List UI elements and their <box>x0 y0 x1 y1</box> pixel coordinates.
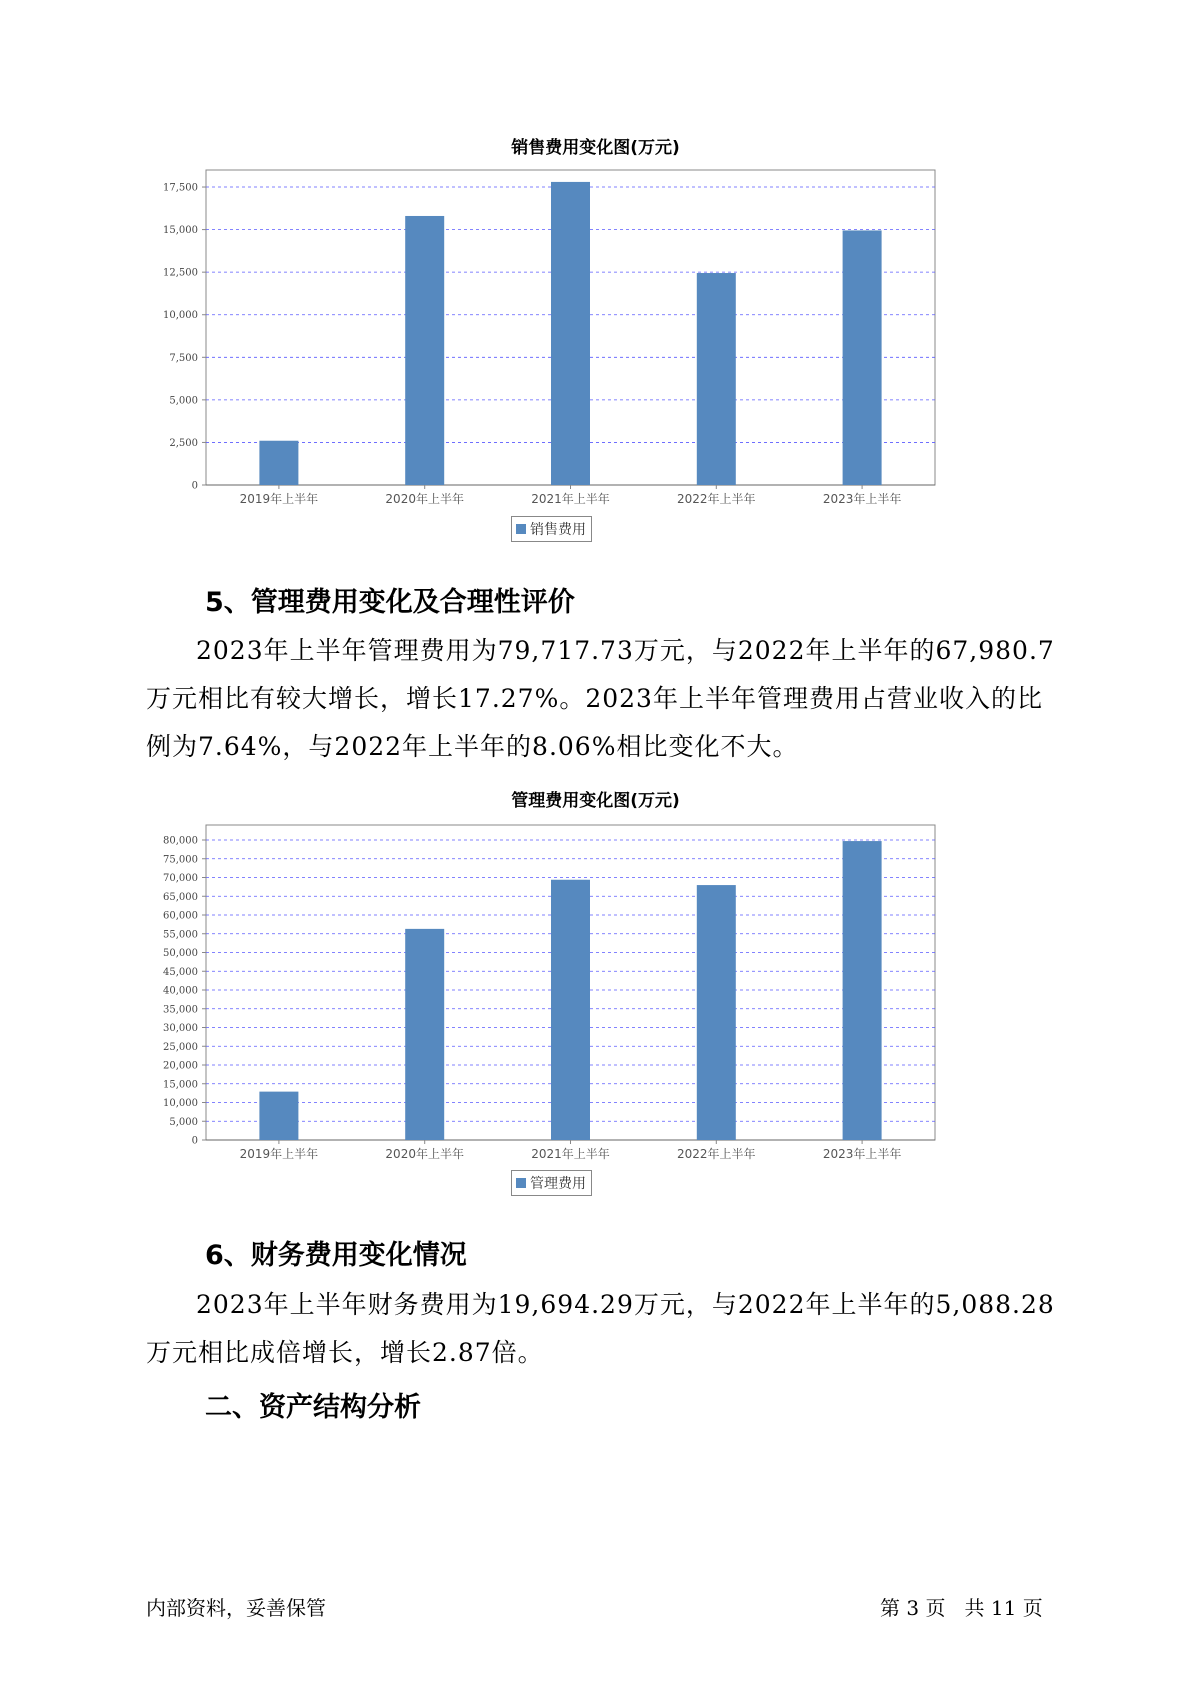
y-tick-label: 80,000 <box>163 835 198 847</box>
section-5-paragraph: 2023年上半年管理费用为79,717.73万元，与2022年上半年的67,980.7万元相比有较大增长，增长17.27%。2023年上半年管理费用占营业收入的比例为7.64%，与2022年上半年的8.06%相比变化不大。 <box>146 636 1055 761</box>
section-ii-heading: 二、资产结构分析 <box>205 1392 421 1423</box>
bar-0-3 <box>697 273 736 485</box>
y-tick-label: 10,000 <box>163 1098 198 1109</box>
admin-chart-legend <box>511 1170 592 1196</box>
bar-0-2 <box>551 182 590 485</box>
y-tick-label: 0 <box>191 480 198 492</box>
legend-swatch <box>516 524 526 534</box>
admin-expense-chart <box>0 815 1191 1175</box>
y-tick-label: 10,000 <box>163 310 198 322</box>
bar-1-4 <box>843 841 882 1140</box>
sales-expense-chart <box>0 160 1191 520</box>
x-tick-label: 2019年上半年 <box>239 1147 319 1161</box>
section-5-heading: 5、管理费用变化及合理性评价 <box>205 587 575 618</box>
y-tick-label: 2,500 <box>169 437 198 449</box>
y-tick-label: 15,000 <box>163 225 198 237</box>
y-tick-label: 65,000 <box>163 891 198 903</box>
y-tick-label: 20,000 <box>163 1060 198 1072</box>
y-tick-label: 40,000 <box>163 985 198 997</box>
x-tick-label: 2020年上半年 <box>385 1147 464 1161</box>
x-tick-label: 2022年上半年 <box>677 492 756 506</box>
x-tick-label: 2022年上半年 <box>677 1147 756 1161</box>
bar-1-3 <box>697 885 736 1140</box>
admin-chart-title: 管理费用变化图(万元) <box>511 791 680 811</box>
x-tick-label: 2019年上半年 <box>239 492 319 506</box>
x-tick-label: 2021年上半年 <box>531 492 610 506</box>
y-tick-label: 0 <box>191 1135 198 1147</box>
bar-1-0 <box>259 1092 298 1140</box>
sales-chart-title: 销售费用变化图(万元) <box>511 138 680 158</box>
x-tick-label: 2020年上半年 <box>385 492 464 506</box>
bar-1-2 <box>551 880 590 1140</box>
y-tick-label: 5,000 <box>169 1116 198 1128</box>
legend-label: 管理费用 <box>530 1176 586 1192</box>
y-tick-label: 12,500 <box>163 267 198 279</box>
legend-label: 销售费用 <box>530 522 586 538</box>
x-tick-label: 2021年上半年 <box>531 1147 610 1161</box>
y-tick-label: 45,000 <box>163 966 198 978</box>
bar-1-1 <box>405 929 444 1140</box>
y-tick-label: 75,000 <box>163 854 198 866</box>
y-tick-label: 60,000 <box>163 910 198 922</box>
y-tick-label: 50,000 <box>163 948 198 959</box>
y-tick-label: 30,000 <box>163 1023 198 1034</box>
y-tick-label: 25,000 <box>163 1041 198 1053</box>
footer-page-number: 第 3 页 共 11 页 <box>880 1596 1043 1620</box>
y-tick-label: 15,000 <box>163 1079 198 1091</box>
y-tick-label: 70,000 <box>163 873 198 884</box>
legend-swatch <box>516 1178 526 1188</box>
section-6-paragraph: 2023年上半年财务费用为19,694.29万元，与2022年上半年的5,088.28万元相比成倍增长，增长2.87倍。 <box>146 1290 1055 1367</box>
bar-0-4 <box>843 230 882 485</box>
y-tick-label: 17,500 <box>163 182 198 194</box>
sales-chart-legend <box>511 516 592 542</box>
y-tick-label: 35,000 <box>163 1004 198 1016</box>
y-tick-label: 7,500 <box>169 352 198 364</box>
x-tick-label: 2023年上半年 <box>822 492 902 506</box>
bar-0-1 <box>405 216 444 485</box>
bar-0-0 <box>259 441 298 485</box>
y-tick-label: 55,000 <box>163 929 198 941</box>
y-tick-label: 5,000 <box>169 395 198 407</box>
x-tick-label: 2023年上半年 <box>822 1147 902 1161</box>
section-6-heading: 6、财务费用变化情况 <box>205 1240 467 1271</box>
footer-confidential: 内部资料，妥善保管 <box>146 1596 326 1620</box>
